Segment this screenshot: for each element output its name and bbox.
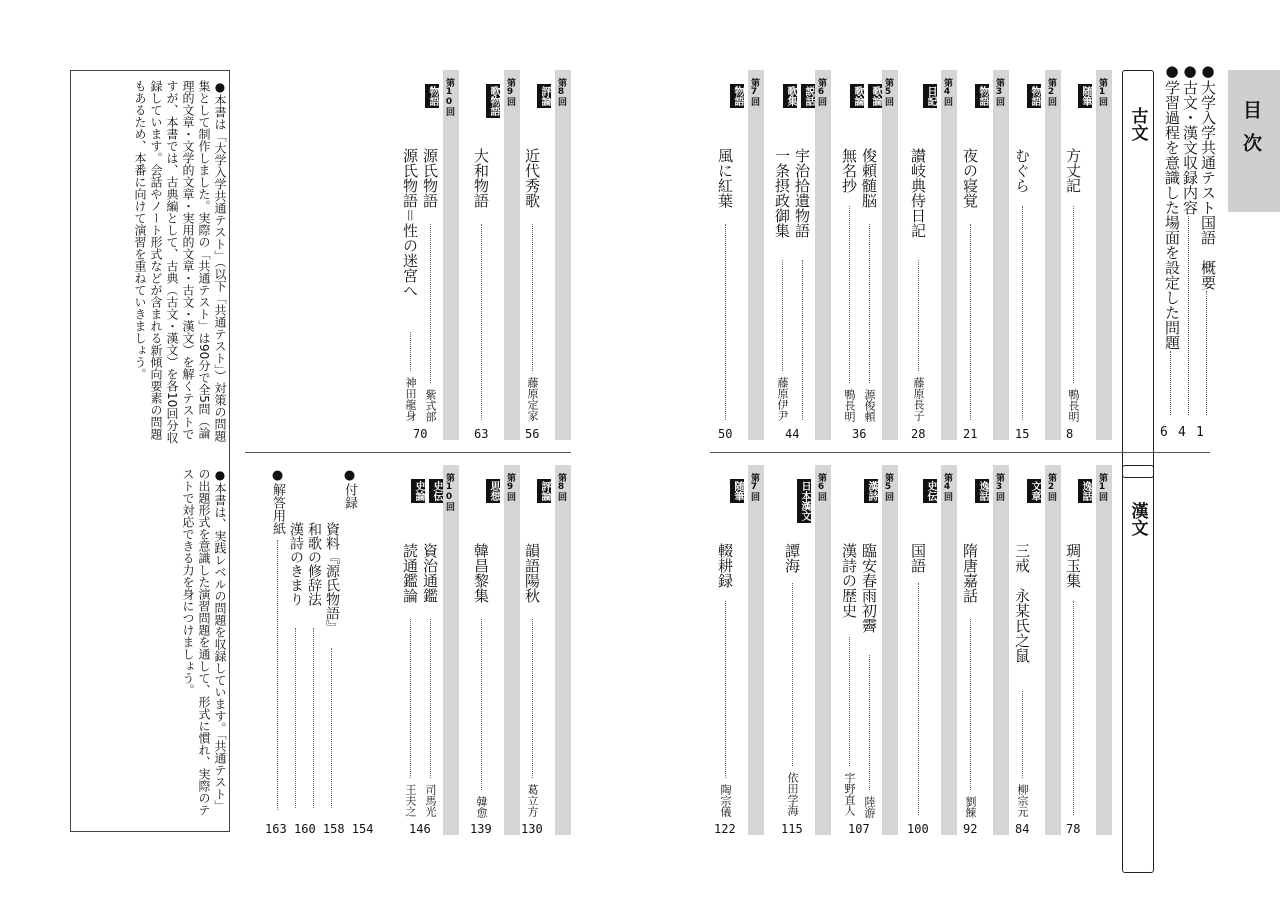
leader-dots [918, 583, 919, 815]
author-name: 藤原伊尹 [776, 377, 789, 421]
genre-badge: 歌論 [870, 86, 881, 106]
page-number: 115 [781, 822, 803, 836]
round-bar [1045, 70, 1061, 440]
leader-dots [869, 224, 870, 383]
leader-dots [481, 619, 482, 790]
appendix-dots-1 [331, 648, 332, 808]
leader-dots [849, 637, 850, 766]
work-title: 韓昌黎集 [472, 543, 490, 603]
general-item-page: 1 [1196, 425, 1204, 440]
author-name: 紫式部 [424, 389, 437, 422]
genre-badge: 物語 [1029, 86, 1040, 106]
genre-badge: 日本漢文 [799, 481, 810, 521]
author-name: 源俊頼 [863, 389, 876, 422]
note-1: ●本書は「大学入学共通テスト」（以下「共通テスト」）対策の問題集として制作しました。実際の「共通テスト」は90分で全5問（論理的文章・文学的文章・実用的文章・古文・漢文）を解くテストですが、本書では、古典編として、古典（古文・漢文）を各10回分収録しています。会話やノート形式などが含まれる新傾向要素の問題もあるため、本番に向けて演習を重ねていきましょう。 [133, 80, 227, 444]
leader-dots [869, 655, 870, 790]
round-number: 第3回 [994, 78, 1004, 106]
page-number: 15 [1015, 427, 1030, 441]
work-title: 韻語陽秋 [523, 543, 541, 603]
general-item-dots [1206, 291, 1207, 415]
round-number: 第6回 [816, 78, 826, 106]
page-number: 139 [470, 822, 492, 836]
round-number: 第10回 [444, 78, 454, 116]
author-name: 王夫之 [404, 784, 417, 817]
round-number: 第4回 [942, 473, 952, 501]
appendix-pages: 160 158 154 [294, 822, 374, 836]
section-label-kanbun-text: 漢文 [1127, 502, 1148, 536]
general-item-text: ●学習過程を意識した場面を設定した問題 [1163, 62, 1181, 350]
work-title: 国語 [909, 543, 927, 573]
genre-badge: 史伝 [925, 481, 936, 501]
round-number: 第9回 [505, 78, 515, 106]
round-bar [1096, 465, 1112, 835]
round-bar [443, 465, 459, 835]
round-number: 第2回 [1046, 473, 1056, 501]
author-name: 神田龍身 [404, 377, 417, 421]
work-title: 琱玉集 [1064, 543, 1082, 588]
work-title: 譚海 [783, 543, 801, 573]
leader-dots [532, 224, 533, 371]
toc-entry [401, 465, 459, 836]
round-bar [941, 465, 957, 835]
leader-dots [410, 619, 411, 778]
toc-entry [1013, 70, 1061, 441]
round-number: 第10回 [444, 473, 454, 511]
round-bar [882, 70, 898, 440]
toc-entry [521, 465, 571, 836]
round-bar [504, 70, 520, 440]
work-title: 無名抄 [840, 148, 858, 193]
general-item-page: 4 [1178, 425, 1186, 440]
genre-badge: 評論 [539, 86, 550, 106]
toc-entry [961, 70, 1009, 441]
work-title: 風に紅葉 [716, 148, 734, 208]
round-bar [1045, 465, 1061, 835]
page-number: 36 [852, 427, 867, 441]
work-title: 俊頼髄脳 [860, 148, 878, 208]
toc-entry [472, 70, 520, 441]
work-title: 一条摂政御集 [773, 148, 791, 238]
page-number: 122 [714, 822, 736, 836]
round-number: 第4回 [942, 78, 952, 106]
toc-entry [1013, 465, 1061, 836]
leader-dots [430, 619, 431, 778]
round-number: 第7回 [749, 473, 759, 501]
toc-entry [1064, 465, 1112, 836]
toc-entry [961, 465, 1009, 836]
round-number: 第8回 [556, 473, 566, 501]
toc-entry [716, 70, 764, 441]
genre-badge: 文章 [1029, 481, 1040, 501]
genre-badge: 日記 [925, 86, 936, 106]
appendix-dots-3 [295, 628, 296, 808]
toc-entry [840, 465, 898, 836]
work-title: 源氏物語＝性の迷宮へ [401, 148, 419, 298]
round-bar [555, 465, 571, 835]
round-number: 第5回 [883, 78, 893, 106]
note-2: ●本書は、実践レベルの問題を収録しています。「共通テスト」の出題形式を意識した演習問題を通して、形式に慣れ、実際のテストで対応できる力を身につけましょう。 [181, 468, 227, 816]
genre-badge: 歌物語 [488, 86, 499, 116]
page-number: 100 [907, 822, 929, 836]
author-name: 鴨長明 [1067, 389, 1080, 422]
page-number: 107 [848, 822, 870, 836]
genre-badge: 歌集 [785, 86, 796, 106]
leader-dots [1073, 206, 1074, 383]
work-title: 方丈記 [1064, 148, 1082, 193]
leader-dots [970, 619, 971, 790]
genre-badge: 随筆 [1080, 86, 1091, 106]
work-title: 宇治拾遺物語 [793, 148, 811, 238]
round-bar [555, 70, 571, 440]
page-number: 130 [521, 822, 543, 836]
leader-dots [849, 206, 850, 383]
genre-badge: 史伝 [431, 481, 442, 501]
leader-dots [410, 332, 411, 371]
toc-entry [714, 465, 764, 836]
genre-badge: 随筆 [732, 481, 743, 501]
leader-dots [1073, 601, 1074, 815]
author-name: 藤原定家 [526, 377, 539, 421]
toc-entry [523, 70, 571, 441]
general-item-page: 6 [1160, 425, 1168, 440]
author-name: 柳宗元 [1016, 784, 1029, 817]
answer-sheet-label: ●解答用紙 [270, 468, 285, 535]
author-name: 韓愈 [475, 796, 488, 818]
author-name: 劉餗 [964, 796, 977, 818]
round-bar [504, 465, 520, 835]
toc-entry [840, 70, 898, 441]
leader-dots [481, 224, 482, 420]
leader-dots [782, 260, 783, 371]
round-bar [748, 70, 764, 440]
author-name: 依田学海 [786, 772, 799, 816]
round-bar [815, 465, 831, 835]
work-title: 輟耕録 [716, 543, 734, 588]
appendix-item-3: 漢詩のきまり [288, 522, 304, 606]
leader-dots [725, 224, 726, 420]
round-number: 第2回 [1046, 78, 1056, 106]
toc-entry [773, 70, 831, 441]
round-bar [993, 70, 1009, 440]
general-item-text: ●大学入学共通テスト国語 概要 [1199, 62, 1217, 290]
genre-badge: 史論 [413, 481, 424, 501]
genre-badge: 歌論 [852, 86, 863, 106]
work-title: 読通鑑論 [401, 543, 419, 603]
page-number: 44 [785, 427, 800, 441]
toc-entry [401, 70, 459, 441]
genre-badge: 物語 [427, 86, 438, 106]
page-number: 21 [963, 427, 978, 441]
genre-badge: 逸話 [977, 481, 988, 501]
round-number: 第1回 [1097, 473, 1107, 501]
section-label-kanbun [1122, 465, 1154, 873]
page-number: 78 [1066, 822, 1081, 836]
toc-entry [470, 465, 520, 836]
round-bar [443, 70, 459, 440]
page-number: 92 [963, 822, 978, 836]
round-bar [882, 465, 898, 835]
genre-badge: 評論 [539, 481, 550, 501]
leader-dots [918, 260, 919, 371]
page-number: 146 [409, 822, 431, 836]
page-number: 63 [474, 427, 489, 441]
round-number: 第7回 [749, 78, 759, 106]
leader-dots [430, 224, 431, 383]
section-label-kobun [1122, 70, 1154, 478]
genre-badge: 思想 [488, 481, 499, 501]
round-bar [815, 70, 831, 440]
divider-right [710, 452, 1210, 453]
author-name: 陸游 [863, 796, 876, 818]
section-label-kobun-text: 古文 [1127, 107, 1148, 141]
toc-entry [1064, 70, 1112, 441]
page-number: 84 [1015, 822, 1030, 836]
work-title: 讃岐典侍日記 [909, 148, 927, 238]
leader-dots [970, 224, 971, 420]
author-name: 宇野直人 [843, 772, 856, 816]
round-bar [993, 465, 1009, 835]
appendix-item-1: 資料『源氏物語』 [324, 522, 340, 634]
round-number: 第6回 [816, 473, 826, 501]
author-name: 陶宗儀 [719, 784, 732, 817]
work-title: 資治通鑑 [421, 543, 439, 603]
appendix-label: ●付録 [342, 468, 357, 509]
round-bar [941, 70, 957, 440]
genre-badge: 逸話 [1080, 481, 1091, 501]
work-title: 近代秀歌 [523, 148, 541, 208]
leader-dots [1022, 206, 1023, 420]
round-number: 第9回 [505, 473, 515, 501]
leader-dots [792, 583, 793, 766]
general-item-dots [1188, 216, 1189, 415]
work-title: 大和物語 [472, 148, 490, 208]
leader-dots [532, 619, 533, 778]
round-number: 第1回 [1097, 78, 1107, 106]
answer-sheet-page: 163 [265, 822, 287, 836]
author-name: 鴨長明 [843, 389, 856, 422]
work-title: 三戒 永某氏之鼠 [1013, 543, 1031, 663]
work-title: 源氏物語 [421, 148, 439, 208]
leader-dots [725, 601, 726, 778]
appendix-dots-2 [313, 628, 314, 808]
genre-badge: 漢詩 [866, 481, 877, 501]
genre-badge: 物語 [732, 86, 743, 106]
round-number: 第5回 [883, 473, 893, 501]
work-title: 臨安春雨初霽 [860, 543, 878, 633]
author-name: 葛立方 [526, 784, 539, 817]
page-number: 70 [413, 427, 428, 441]
general-item-text: ●古文・漢文収録内容 [1181, 62, 1199, 215]
toc-entry [781, 465, 831, 836]
round-bar [1096, 70, 1112, 440]
page-number: 8 [1066, 427, 1074, 441]
round-number: 第3回 [994, 473, 1004, 501]
work-title: 夜の寝覚 [961, 148, 979, 208]
toc-entry [907, 465, 957, 836]
round-bar [748, 465, 764, 835]
author-name: 藤原長子 [912, 377, 925, 421]
leader-dots [1022, 691, 1023, 778]
general-item-dots [1170, 351, 1171, 415]
divider-left [245, 452, 571, 453]
round-number: 第8回 [556, 78, 566, 106]
toc-title: 目次 [1240, 100, 1262, 166]
answer-sheet-dots [277, 540, 278, 810]
genre-badge: 物語 [977, 86, 988, 106]
author-name: 司馬光 [424, 784, 437, 817]
toc-entry [909, 70, 957, 441]
general-item [1162, 62, 1180, 442]
page-number: 50 [718, 427, 733, 441]
page-number: 56 [525, 427, 540, 441]
page-number: 28 [911, 427, 926, 441]
work-title: 隋唐嘉話 [961, 543, 979, 603]
genre-badge: 説話 [803, 86, 814, 106]
appendix-item-2: 和歌の修辞法 [306, 522, 322, 606]
work-title: むぐら [1013, 148, 1031, 193]
work-title: 漢詩の歴史 [840, 543, 858, 618]
leader-dots [802, 260, 803, 420]
